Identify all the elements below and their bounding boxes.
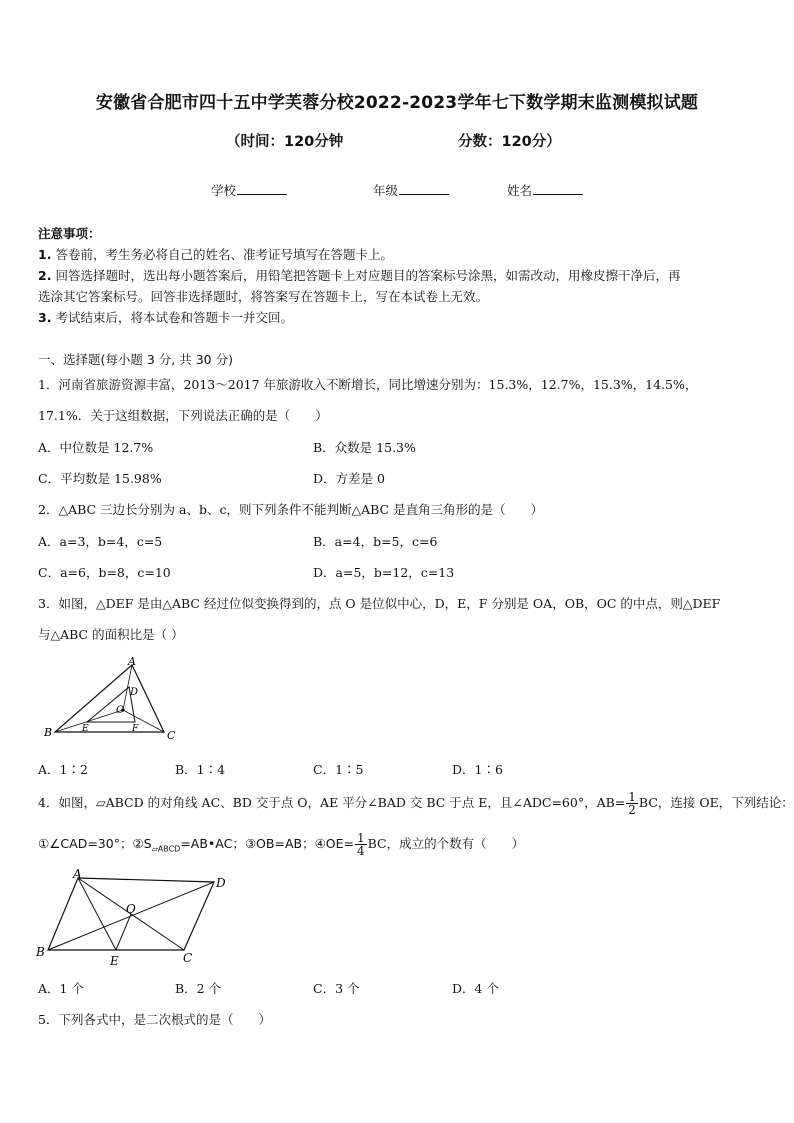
segment-ae <box>78 878 116 950</box>
label-f: F <box>132 724 139 734</box>
q4-parallelogram-figure <box>34 868 234 966</box>
q5-stem: 5．下列各式中，是二次根式的是（ ） <box>38 1012 271 1027</box>
label-d: D <box>130 687 139 698</box>
q3-option-b[interactable]: B．1∶4 <box>175 762 226 777</box>
label-d: D <box>216 876 226 890</box>
note-item: 选涂其它答案标号。回答非选择题时，将答案写在答题卡上，写在本试卷上无效。 <box>38 289 489 304</box>
notes-heading: 注意事项： <box>38 226 101 241</box>
name-field <box>507 181 583 199</box>
q1-stem-line2: 17.1%．关于这组数据，下列说法正确的是（ ） <box>38 408 328 423</box>
note-item: 2. 回答选择题时，选出每小题答案后，用铅笔把答题卡上对应题目的答案标号涂黑，如需改动，用橡皮擦干净后，再 <box>38 268 681 283</box>
school-blank[interactable] <box>237 182 287 195</box>
q1-option-a[interactable]: A．中位数是 12.7% <box>38 440 154 455</box>
exam-time: （时间：120分钟 <box>226 134 344 150</box>
note-item: 3. 考试结束后，将本试卷和答题卡一并交回。 <box>38 310 293 325</box>
school-field <box>211 181 287 199</box>
name-label: 姓名 <box>507 183 533 198</box>
label-a: A <box>73 868 82 881</box>
label-e: E <box>110 954 119 966</box>
label-e: E <box>82 724 89 734</box>
q1-stem-line1: 1．河南省旅游资源丰富，2013～2017 年旅游收入不断增长，同比增速分别为：15.3%，12.7%，15.3%，14.5%， <box>38 377 698 392</box>
q1-option-c[interactable]: C．平均数是 15.98% <box>38 471 162 486</box>
q3-option-d[interactable]: D．1∶6 <box>452 762 503 777</box>
section-heading: 一、选择题(每小题 3 分, 共 30 分) <box>38 352 233 367</box>
grade-blank[interactable] <box>399 182 449 195</box>
grade-field <box>373 181 449 199</box>
q4-stem-line1: 4．如图，▱ABCD 的对角线 AC、BD 交于点 O，AE 平分∠BAD 交 BC 于点 E，且∠ADC=60°，AB= $\frac{1}{2}$ BC，连接 OE，下列结论： <box>38 790 794 817</box>
q4-option-b[interactable]: B．2 个 <box>175 981 222 996</box>
note-item: 1. 答卷前，考生务必将自己的姓名、准考证号填写在答题卡上。 <box>38 247 393 262</box>
q2-stem: 2．△ABC 三边长分别为 a、b、c，则下列条件不能判断△ABC 是直角三角形的是（ ） <box>38 502 544 517</box>
q3-option-a[interactable]: A．1∶2 <box>38 762 88 777</box>
q4-stem-line2: ①∠CAD=30°；$②S_{▱ABCD}=AB•AC$；③OB=AB；④OE= $\frac{1}{4}$ BC，成立的个数有（ ） <box>38 831 525 858</box>
name-blank[interactable] <box>533 182 583 195</box>
label-c: C <box>167 729 176 742</box>
fraction-one-half: $\frac{1}{2}$ <box>628 790 636 817</box>
q1-option-d[interactable]: D．方差是 0 <box>313 471 385 486</box>
q3-option-c[interactable]: C．1∶5 <box>313 762 364 777</box>
q2-option-b[interactable]: B．a=4，b=5，c=6 <box>313 534 438 549</box>
line-ob <box>55 710 123 732</box>
label-o: O <box>116 705 125 716</box>
q3-triangle-figure <box>40 654 185 744</box>
q2-option-d[interactable]: D．a=5，b=12，c=13 <box>313 565 455 580</box>
exam-score: 分数：120分） <box>458 134 561 150</box>
label-c: C <box>183 951 193 965</box>
q4-option-a[interactable]: A．1 个 <box>38 981 84 996</box>
label-b: B <box>44 726 53 739</box>
grade-label: 年级 <box>373 183 399 198</box>
label-a: A <box>128 655 136 668</box>
fraction-one-quarter: $\frac{1}{4}$ <box>356 831 365 858</box>
label-b: B <box>36 945 45 959</box>
school-label: 学校 <box>211 183 237 198</box>
q3-stem-line2: 与△ABC 的面积比是（ ） <box>38 627 184 642</box>
q2-option-a[interactable]: A．a=3，b=4，c=5 <box>38 534 163 549</box>
label-o: O <box>126 902 136 916</box>
exam-title: 安徽省合肥市四十五中学芙蓉分校2022-2023学年七下数学期末监测模拟试题 <box>95 93 699 113</box>
triangle-def <box>87 687 135 722</box>
q1-option-b[interactable]: B．众数是 15.3% <box>313 440 416 455</box>
q2-option-c[interactable]: C．a=6，b=8，c=10 <box>38 565 171 580</box>
q4-option-d[interactable]: D．4 个 <box>452 981 499 996</box>
q4-option-c[interactable]: C．3 个 <box>313 981 360 996</box>
line-oc <box>123 710 164 732</box>
q3-stem-line1: 3．如图，△DEF 是由△ABC 经过位似变换得到的，点 O 是位似中心，D，E，F 分别是 OA，OB，OC 的中点，则△DEF <box>38 596 721 611</box>
